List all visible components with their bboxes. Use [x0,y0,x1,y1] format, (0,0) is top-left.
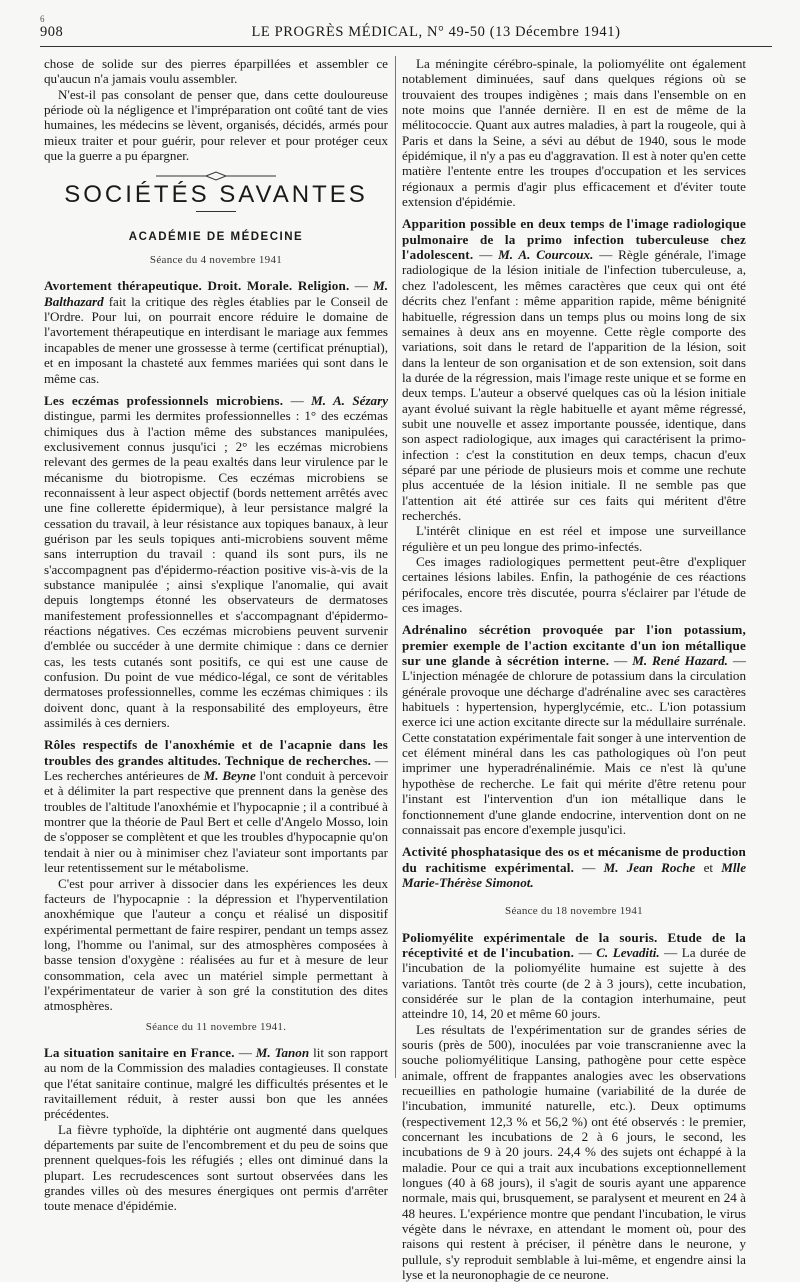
article-text: lit son rapport au nom de la Commission des maladies contagieuses. Il constate que l'état sanitaire continue, malgré les difficultés présentes et le ravitaillement réduit, à rester aussi bon que les années précédentes. [44,1044,388,1122]
paragraph: Ces images radiologiques permettent peut-être d'expliquer certaines lésions labiles. Enfin, la pathogénie de ces réactions périfocales, encore très discutée, pourra s'éclairer par l'étude de ces images. [402,554,746,616]
article-eczema [44,393,388,731]
article-text: — La durée de l'incubation de la poliomyélite humaine est sujette à des variations. Tantôt très courte (de 2 à 3 jours), cette incubation, considérée sur le plan de la contagion interhumaine, peut atteindre 10, 14, 20 et même 60 jours. [402,944,746,1022]
article-author: C. Levaditi. [596,944,660,960]
article-text: l'ont conduit à percevoir et à délimiter la part respective que prennent dans la genèse des troubles de l'altitude l'anoxhémie et l'hypocapnie ; il a contribué à montrer que la théorie de Paul Bert et celle d'Angelo Mosso, loin de s'opposer se complètent et que les troubles d'hypocapnie qu'on tendait à nier ou à minimiser chez l'aviateur sont importants par leur retentissement sur le métabolisme. [44,768,389,876]
article-phosphatase [402,844,746,890]
article-title: Avortement thérapeutique. Droit. Morale. Religion. [44,278,350,294]
section-title: SOCIÉTÉS SAVANTES [64,181,368,209]
spacer [44,730,388,737]
session-date: Séance du 4 novembre 1941 [149,254,283,267]
article-text: Les recherches antérieures de [44,768,204,784]
column-divider [395,56,396,1078]
dash: — [609,653,633,669]
article-author: M. A. Sézary [311,392,389,408]
article-title: Rôles respectifs de l'anoxhémie et de l'acapnie dans les troubles des grandes altitudes. Technique de recherches. [44,737,388,768]
paragraph: Les résultats de l'expérimentation sur de grandes séries de souris (près de 500), inoculées par voie transcranienne avec la souche poliomyélitique Lansing, pathogène pour cette espèce animale, offrent de frappantes analogies avec les observations recueillies en pathologie humaine (variabilité de la durée de l'incubation, immunité naturelle, etc.). Deux optimums (respectivement 12,3 % et 56,2 %) ont été observés : le premier, concernant les incubations de 2 à 6 jours, le second, les incubations de 9 à 20 jours. 24,4 % des sujets ont échappé à la maladie. Pour ce qui a trait aux incubations exceptionnellement longues (40 à 68 jours), il s'agit de souris ayant une apparence normale, mais qui, brusquement, se paralysent et meurent en 24 à 48 heures. L'expérience montre que pendant l'incubation, le virus végète dans le névraxe, en attendant le moment où, pour des raisons qui restent à préciser, il pénètre dans le neurone, y pullule, s'y reproduit semblable à lui-même, et engendre ainsi la lyse et la neuronophagie de ce neurone. [402,1021,746,1282]
article-author: M. Beyne [203,768,256,784]
paragraph: La méningite cérébro-spinale, la poliomyélite ont également notablement diminuées, sauf dans quelques régions où se trouvaient des troupes indigènes ; mais dans l'ensemble on en note moins que l'année dernière. Il en est de même de la mélitococcie. Quant aux autres maladies, à part la rougeole, qui à Paris et dans la Seine, a sévi au début de 1940, sous le mode épidémique, il n'y a pas eu d'aggravation. Il est à noter qu'en cette matière l'entente entre les troupes d'occupation et les services régionaux a permis d'agir plus efficacement et d'éviter toute extension d'épidémie. [402,56,746,210]
article-author: M. Jean Roche [603,859,696,875]
article-text: — Règle générale, l'image radiologique de la lésion initiale de l'infection tuberculeuse, a, chez l'adolescent, les mêmes caractères que ceux qui ont été décrits chez l'enfant : même apparition rapide, même bénignité habituelle, régression dans un temps plus ou moins long de six semaines à deux ans en moyenne. Cette règle comporte des variations, soit dans le retard de l'apparition de la lésion, soit dans la lenteur de son organisation et de son extension, soit dans la durée de la régression, mais l'image reste unique et se forme en deux temps. L'auteur a observé quelques cas où la lésion initiale ayant évolué suivant la règle habituelle et ayant même régressé, subit une nouvelle et assez importante poussée, identique, dans son aspect radiologique, aux images qui caractérisent la primo-infection : c'est la constitution en deux temps, chacun d'eux séparé par une période de plusieurs mois et comme une rechute plus accentuée de la lésion initiale. Il ne semble pas que l'attention ait été attirée sur ces faits qui méritent d'être recherchés. [402,247,746,523]
article-radiology [402,216,746,523]
spacer [402,615,746,622]
conjunction: et [695,859,722,875]
article-poliomyelitis [402,930,746,1022]
article-sanitary [44,1045,388,1122]
left-column [44,56,389,1214]
article-author: M. Tanon [255,1044,310,1060]
article-adrenaline [402,622,746,837]
paragraph: N'est-il pas consolant de penser que, dans cette douloureuse période où la négligence et l'impréparation ont coûté tant de vies humaines, les médecins se lèvent, organisés, décidés, armés pour mieux traiter et pour guérir, pour relever et pour protéger ceux que la guerre a pu épargner. [44,86,388,164]
paragraph: La fièvre typhoïde, la diphtérie ont augmenté dans quelques départements par suite de l'encombrement et du peu de soins que prennent quelques-fois les réfugiés ; elles ont diminué dans la plupart. Les recrudescences sont surtout observées dans les grandes villes où des mesures énergiques ont permis d'arrêter toute menace d'épidémie. [44,1121,388,1214]
article-text: distingue, parmi les dermites professionnelles : 1° des eczémas chimiques dus à l'action même des substances manipulées, exclusivement connus jusqu'ici ; 2° les eczémas microbiens relevant des germes de la peau exaltés dans leur virulence par le mécanisme du biotropisme. Ces eczémas microbiens se reconnaissent à leur aspect objectif (bords nettement arrêtés avec une fine collerette épidermique), à leur persistance malgré la cessation du travail, à leur résistance aux topiques banaux, à leur guérison par les seuls topiques anti-microbiens souvent même sans interruption du travail : quand ils sont purs, ils ne s'accompagnent pas d'épidermo-réaction positive vis-à-vis de la substance manipulée ; ainsi s'explique l'anomalie, qui avait depuis longtemps étonné les observateurs de dermatoses manifestement professionnelles et s'accompagnant d'épidermo-réactions négatives. Ces eczémas microbiens peuvent survenir d'emblée ou succéder à une dermite chimique : dans ce dernier cas, les tests cutanés sont positifs, ce qui est une cause de confusion. Du point de vue médico-légal, ce sont de véritables dermatoses professionnelles, comme les eczémas chimiques : ils doivent donc, quant à la responsabilité des employeurs, être assimilés à ces derniers. [44,408,388,731]
society-heading: ACADÉMIE DE MÉDECINE [128,230,304,243]
article-title: Les eczémas professionnels microbiens. [44,392,284,408]
title-rule [196,211,236,212]
spacer [44,386,388,393]
article-author: Mlle Marie-Thérèse Simonot. [402,859,747,890]
ornament-divider [156,171,276,181]
running-head-title: LE PROGRÈS MÉDICAL, N° 49-50 (13 Décembre 1941) [251,24,621,40]
paragraph: C'est pour arriver à dissocier dans les expériences les deux facteurs de l'hypocapnie : la dépression et l'hyperventilation anoxhémique que l'auteur a conçu et réalisé un dispositif expérimental permettant de faire respirer, pendant un temps assez long, l'homme ou l'animal, sur des atmosphères composées à basse tension d'oxygène : réalisées au fur et à mesure de leur consommation, cela avec un matériel simple permettant à l'expérimentateur de varier à son gré la constitution des dites atmosphères. [44,875,388,1014]
article-text: — L'injection ménagée de chlorure de potassium dans la circulation générale provoque une décharge d'adrénaline avec ses caractères habituels : hypertension, hyperglycémie, etc.. L'ion potassium exerce ici une action excitante directe sur la médullaire surrénale. Cette constatation expérimentale fait songer à une intervention de cet élément minéral dans les cas pathologiques où l'on peut imprimer une hyperadrénalinémie. Mais ce n'est là qu'une hypothèse de recherche. Le fait qui mérite d'être retenu pour l'instant est l'intervention d'un ion métallique dans le fonctionnement d'une glande endocrine, intervention dont on ne connaissait pas encore d'exemple jusqu'ici. [402,653,746,837]
article-author: M. Balthazard [44,278,388,309]
article-author: M. A. Courcoux. [498,247,594,263]
article-title: Poliomyélite expérimentale de la souris. Etude de la réceptivité et de l'incubation. [402,929,746,960]
article-title: La situation sanitaire en France. [44,1044,235,1060]
article-title: Adrénalino sécrétion provoquée par l'ion potassium, premier exemple de l'action excitante d'un ion métallique sur une glande à sécrétion interne. [402,622,746,669]
page-number: 908 [40,24,64,40]
corner-mark: 6 [40,14,45,24]
dash: — [234,1044,256,1060]
dash: — [574,944,597,960]
article-author: M. René Hazard. [632,653,728,669]
dash: — [371,752,388,768]
session-date: Séance du 11 novembre 1941. [145,1020,287,1033]
running-header [40,24,772,47]
article-title: Apparition possible en deux temps de l'image radiologique pulmonaire de la primo infection tuberculeuse chez l'adolescent. [402,216,746,263]
dash: — [283,392,312,408]
article-abortion [44,278,388,385]
paragraph: chose de solide sur des pierres éparpillées et assembler ce qu'aucun n'a jamais voulu assembler. [44,56,388,87]
spacer [402,209,746,216]
dash: — [349,278,374,294]
dash: — [473,247,499,263]
article-text: fait la critique des règles établies par le Conseil de l'Ordre. Pour lui, on pourrait encore réduire le domaine de l'avortement thérapeutique en interdisant le mariage aux femmes incapables de mener une grossesse à terme (certificat prénuptial), et en imposant la chasteté aux femmes mariées qui sont dans le même cas. [44,293,388,386]
paragraph: L'intérêt clinique en est réel et impose une surveillance régulière et un peu longue des primo-infectés. [402,523,746,554]
article-altitude [44,737,388,875]
dash: — [574,859,604,875]
spacer [402,837,746,844]
session-date: Séance du 18 novembre 1941 [505,905,643,918]
right-column [402,56,747,1282]
article-title: Activité phosphatasique des os et mécanisme de production du rachitisme expérimental. [402,844,746,875]
